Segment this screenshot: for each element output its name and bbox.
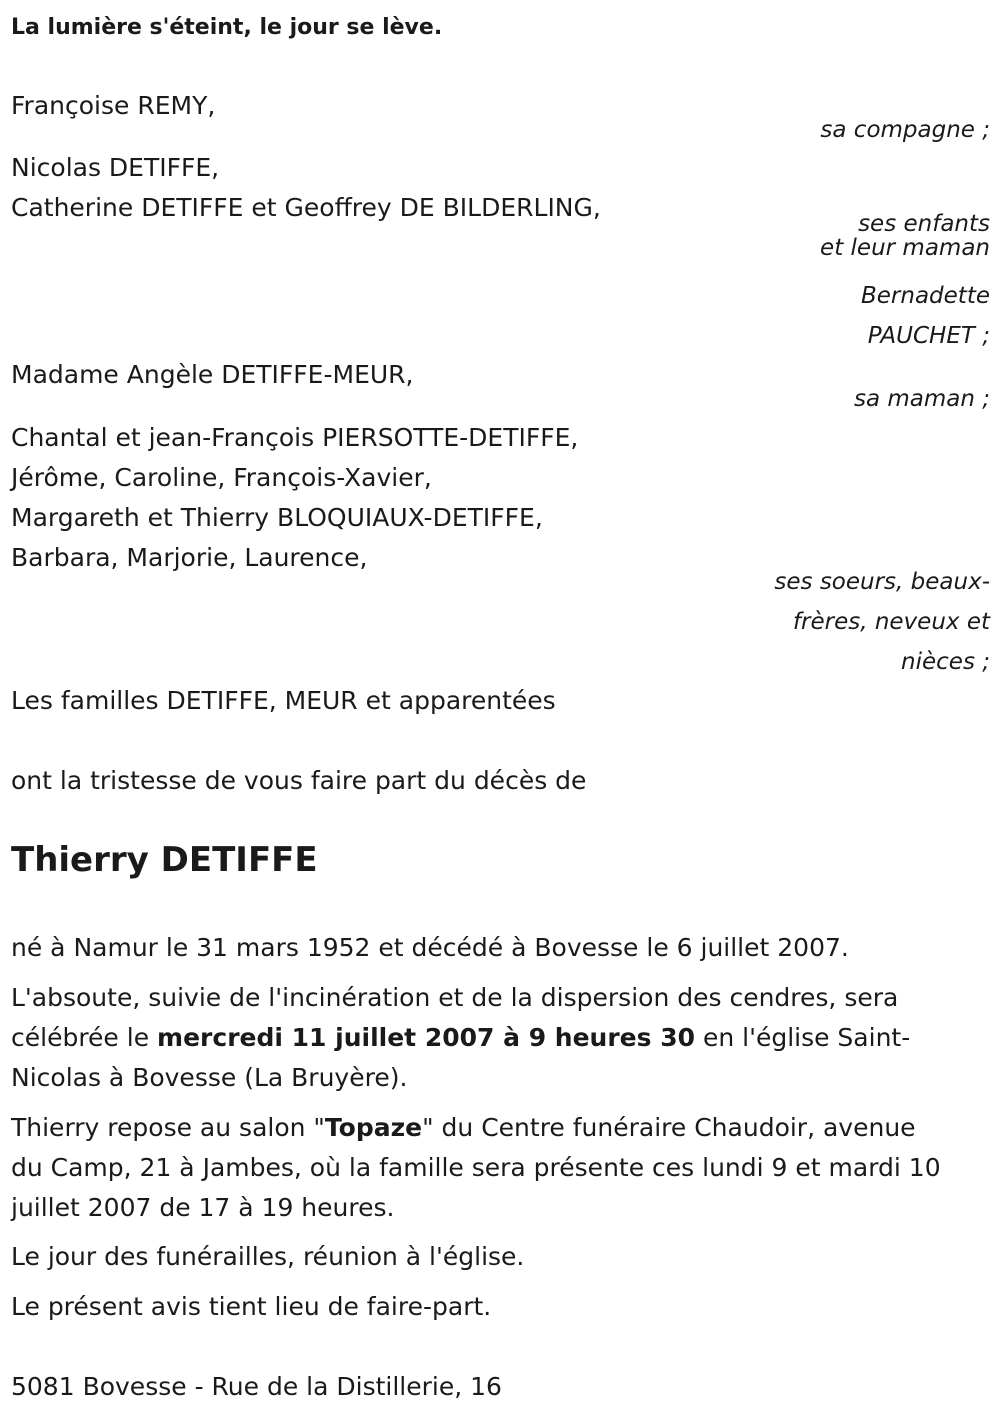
sibling-line: Chantal et jean-François PIERSOTTE-DETIFFE,	[11, 423, 579, 452]
birth-death-line: né à Namur le 31 mars 1952 et décédé à Bovesse le 6 juillet 2007.	[11, 933, 849, 962]
ceremony-text: en l'église Saint-	[695, 1023, 911, 1052]
rest-line	[11, 1108, 916, 1148]
sibling-line: Jérôme, Caroline, François-Xavier,	[11, 463, 432, 492]
rest-line: du Camp, 21 à Jambes, où la famille sera présente ces lundi 9 et mardi 10	[11, 1153, 941, 1182]
children-role: ses enfants	[858, 211, 990, 237]
families-line: Les familles DETIFFE, MEUR et apparentées	[11, 686, 556, 715]
deceased-name: Thierry DETIFFE	[11, 840, 318, 880]
mother-name: Madame Angèle DETIFFE-MEUR,	[11, 360, 414, 389]
siblings-role: ses soeurs, beaux-	[774, 569, 990, 595]
salon-name: Topaze	[324, 1113, 423, 1142]
address: 5081 Bovesse - Rue de la Distillerie, 16	[11, 1372, 502, 1401]
rest-line: juillet 2007 de 17 à 19 heures.	[11, 1193, 395, 1222]
siblings-role: frères, neveux et	[792, 609, 990, 635]
ceremony-line: Nicolas à Bovesse (La Bruyère).	[11, 1063, 408, 1092]
sibling-line: Barbara, Marjorie, Laurence,	[11, 543, 368, 572]
notice-line: Le présent avis tient lieu de faire-part.	[11, 1292, 492, 1321]
children-role: PAUCHET ;	[867, 323, 990, 349]
rest-text: Thierry repose au salon "	[11, 1113, 325, 1142]
rest-text: " du Centre funéraire Chaudoir, avenue	[422, 1113, 916, 1142]
children-role: Bernadette	[861, 283, 990, 309]
children-role: et leur maman	[820, 235, 990, 261]
ceremony-text: célébrée le	[11, 1023, 158, 1052]
companion-role: sa compagne ;	[820, 117, 990, 143]
header-quote: La lumière s'éteint, le jour se lève.	[11, 15, 443, 40]
ceremony-line	[11, 1018, 910, 1058]
mother-role: sa maman ;	[853, 386, 990, 412]
ceremony-line: L'absoute, suivie de l'incinération et de la dispersion des cendres, sera	[11, 983, 899, 1012]
child-name: Nicolas DETIFFE,	[11, 153, 220, 182]
sibling-line: Margareth et Thierry BLOQUIAUX-DETIFFE,	[11, 503, 543, 532]
announcement: ont la tristesse de vous faire part du décès de	[11, 766, 587, 795]
companion-name: Françoise REMY,	[11, 91, 216, 120]
meeting-line: Le jour des funérailles, réunion à l'église.	[11, 1242, 525, 1271]
siblings-role: nièces ;	[901, 649, 990, 675]
child-name: Catherine DETIFFE et Geoffrey DE BILDERLING,	[11, 193, 601, 222]
ceremony-date: mercredi 11 juillet 2007 à 9 heures 30	[157, 1023, 695, 1052]
